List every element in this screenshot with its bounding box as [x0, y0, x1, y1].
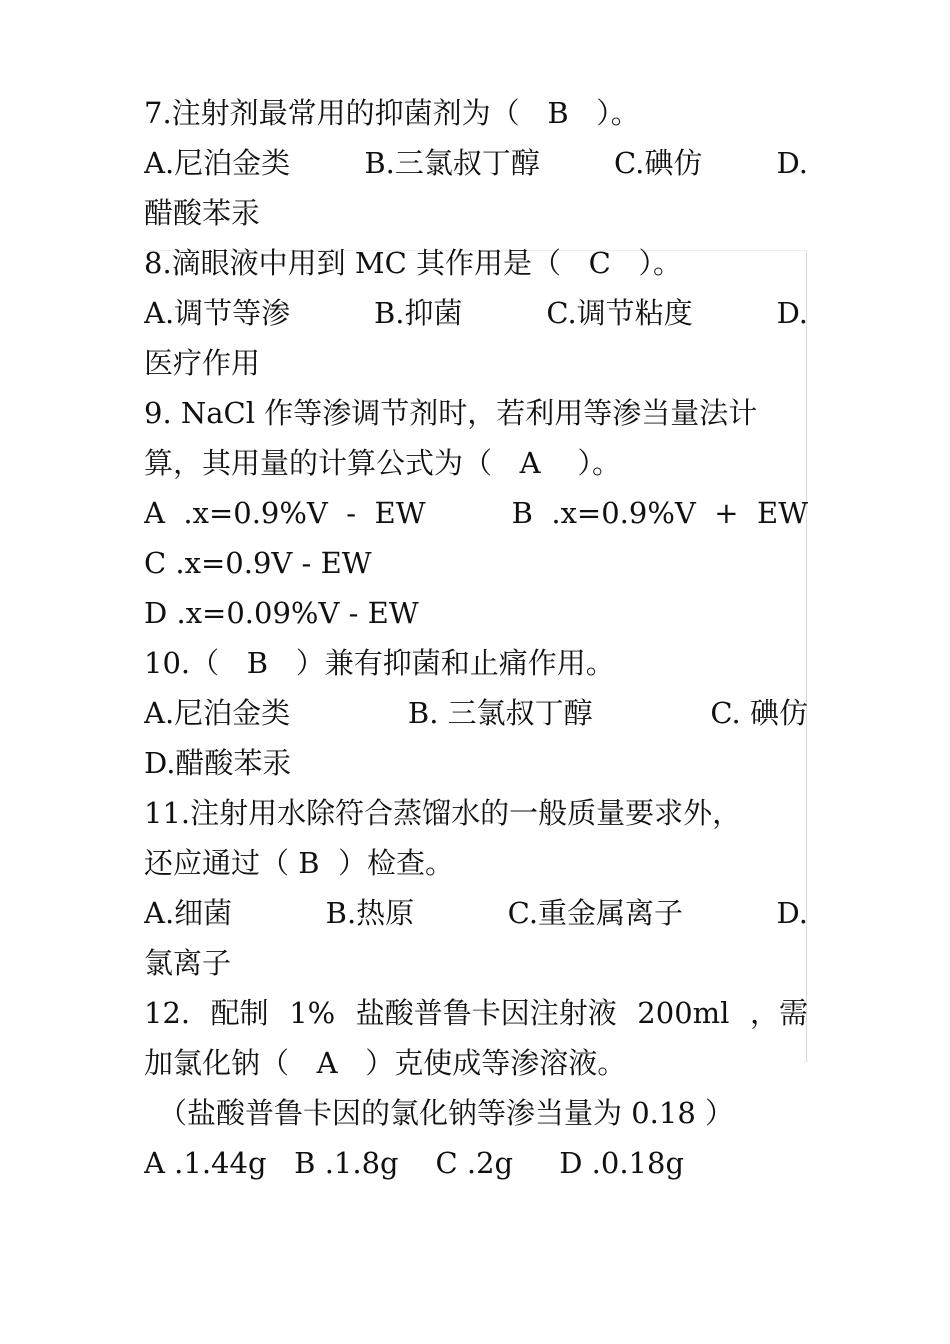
question-12-volume: 200ml — [637, 996, 730, 1030]
question-8-option-b: B.抑菌 — [374, 296, 463, 330]
question-12-word-prepare: 配制 — [210, 996, 269, 1030]
question-9-stem-line2: 算，其用量的计算公式为（ A ）。 — [144, 446, 621, 480]
question-9-option-b: B .x=0.9%V + EW — [511, 496, 808, 530]
question-7-option-c: C.碘仿 — [614, 146, 703, 180]
question-10-option-a: A.尼泊金类 — [144, 696, 291, 730]
question-12-stem-line1 — [144, 988, 808, 1038]
question-11-options — [144, 888, 808, 938]
question-12-options: A .1.44g B .1.8g C .2g D .0.18g — [144, 1146, 685, 1180]
question-9-stem-line1: 9. NaCl 作等渗调节剂时，若利用等渗当量法计 — [144, 396, 758, 430]
question-8-option-d: D. — [776, 296, 808, 330]
question-10-option-c: C. 碘仿 — [710, 696, 808, 730]
question-9-option-c: C .x=0.9V - EW — [144, 546, 372, 580]
question-8-options — [144, 288, 808, 338]
question-12-concentration: 1% — [289, 996, 336, 1030]
question-9-option-d: D .x=0.09%V - EW — [144, 596, 419, 630]
question-8-stem: 8.滴眼液中用到 MC 其作用是（ C ）。 — [144, 246, 682, 280]
question-9-option-a: A .x=0.9%V - EW — [144, 496, 426, 530]
question-11-option-b: B.热原 — [325, 896, 415, 930]
question-12-stem-line2: 加氯化钠（ A ）克使成等渗溶液。 — [144, 1046, 627, 1080]
question-11-stem-line2: 还应通过（ B ）检查。 — [144, 846, 454, 880]
question-11-stem-line1: 11.注射用水除符合蒸馏水的一般质量要求外， — [144, 796, 742, 830]
document-body — [144, 88, 808, 1188]
question-7-option-a: A.尼泊金类 — [144, 146, 291, 180]
question-7-stem: 7.注射剂最常用的抑菌剂为（ B ）。 — [144, 96, 640, 130]
question-8-option-c: C.调节粘度 — [546, 296, 693, 330]
question-11-option-d-text: 氯离子 — [144, 946, 232, 980]
question-8-option-a: A.调节等渗 — [144, 296, 291, 330]
question-11-option-c: C.重金属离子 — [507, 896, 684, 930]
question-10-option-d: D.醋酸苯汞 — [144, 746, 292, 780]
question-7-option-d-text: 醋酸苯汞 — [144, 196, 261, 230]
question-7-option-d: D. — [776, 146, 808, 180]
question-12-drug-name: 盐酸普鲁卡因注射液 — [355, 996, 617, 1030]
question-7-options — [144, 138, 808, 188]
question-12-number: 12. — [144, 996, 191, 1030]
question-11-option-a: A.细菌 — [144, 896, 233, 930]
question-7-option-b: B.三氯叔丁醇 — [364, 146, 540, 180]
question-12-note: （盐酸普鲁卡因的氯化钠等渗当量为 0.18 ） — [158, 1096, 735, 1130]
question-10-stem: 10.（ B ）兼有抑菌和止痛作用。 — [144, 646, 615, 680]
question-10-options — [144, 688, 808, 738]
question-10-option-b: B. 三氯叔丁醇 — [407, 696, 593, 730]
question-12-word-need: ，需 — [749, 996, 808, 1030]
question-9-options-ab — [144, 488, 808, 538]
question-11-option-d: D. — [776, 896, 808, 930]
question-8-option-d-text: 医疗作用 — [144, 346, 261, 380]
